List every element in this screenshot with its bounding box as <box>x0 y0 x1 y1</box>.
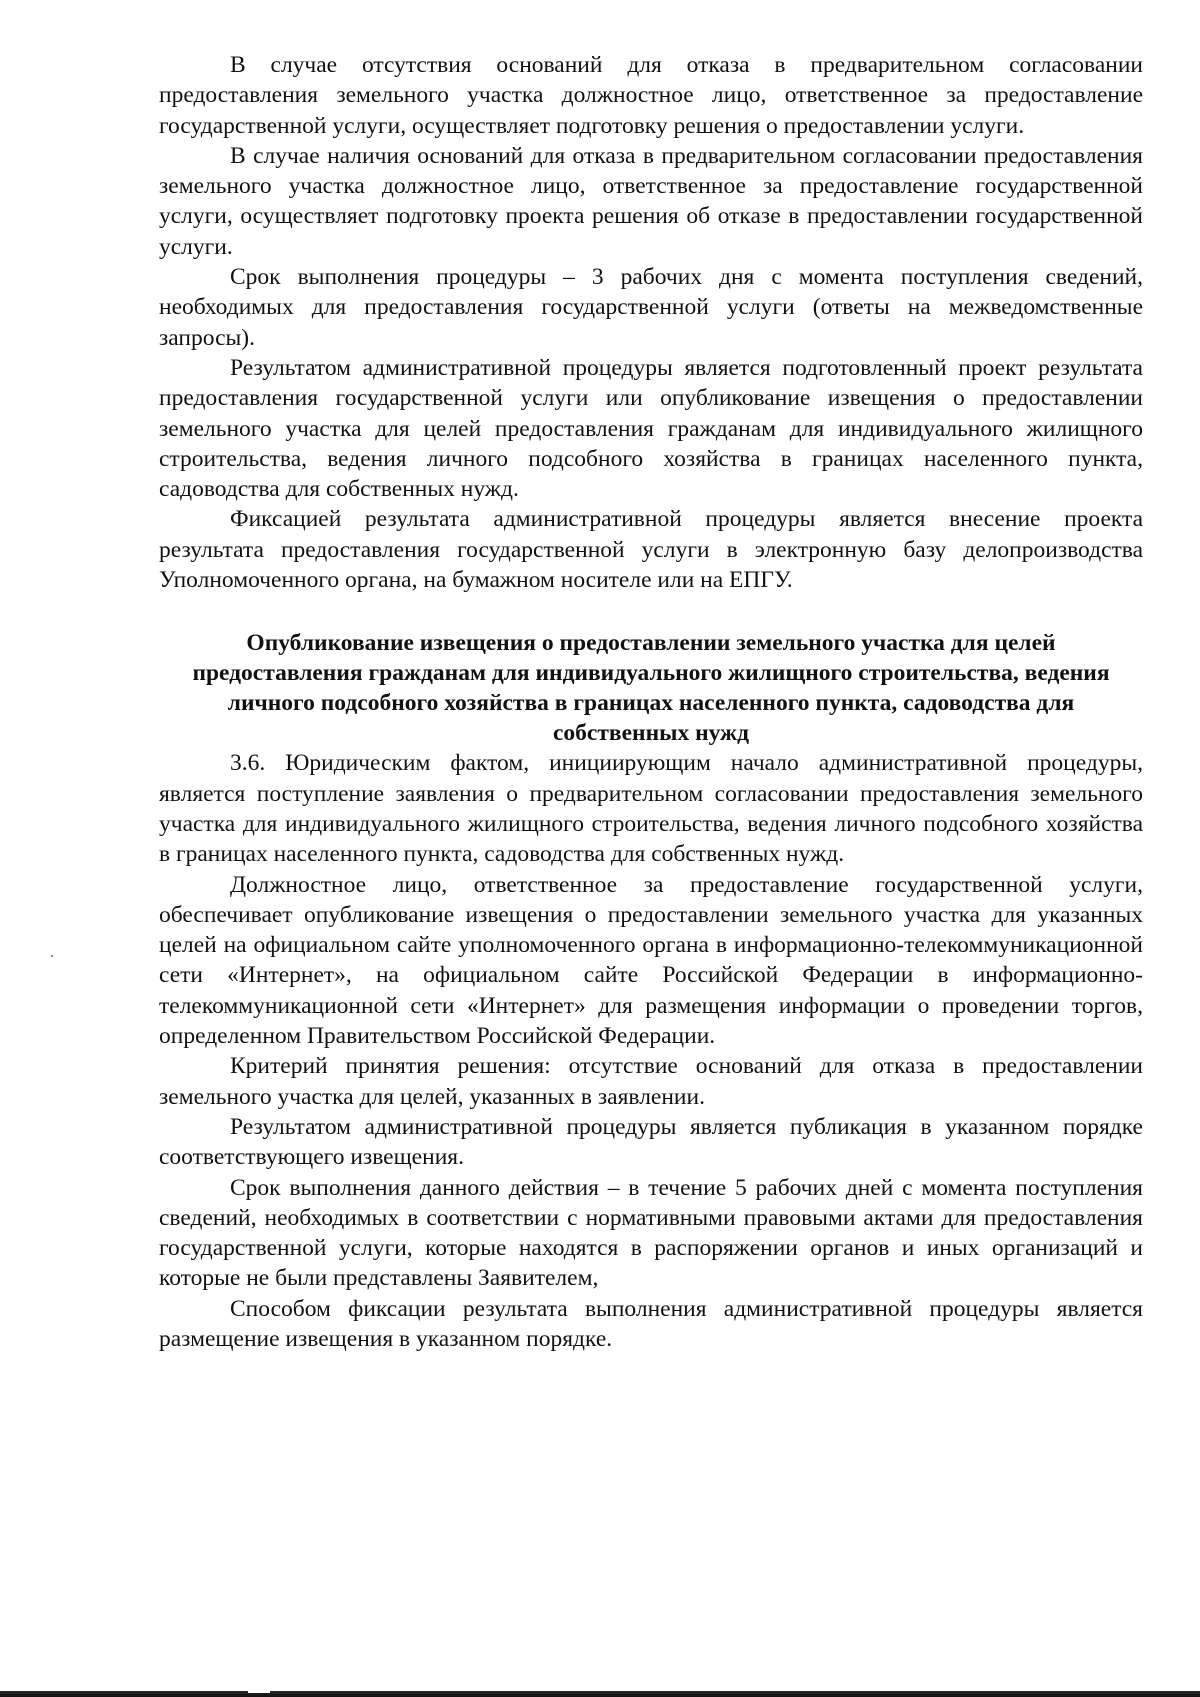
paragraph-procedure-deadline: Срок выполнения процедуры – 3 рабочих дня с момента поступления сведений, необходимых для предоставления государственной услуги (ответы на межведомственные запросы). <box>159 264 1143 351</box>
paragraph-decision-criterion: Критерий принятия решения: отсутствие оснований для отказа в предоставлении земельного участка для целей, указанных в заявлении. <box>159 1053 1143 1110</box>
paragraph-publication-result: Результатом административной процедуры является публикация в указанном порядке соответствующего извещения. <box>159 1113 1143 1171</box>
scan-bottom-edge-gap <box>248 1690 270 1693</box>
section-heading: Опубликование извещения о предоставлении земельного участка для целей предоставления гражданам для индивидуального жилищного строительства, ведения личного подсобного хозяйства в границах населенного пункта, садоводства для собственных нужд <box>192 630 1110 747</box>
paragraph-procedure-result: Результатом административной процедуры является подготовленный проект результата предоставления государственной услуги или опубликование извещения о предоставлении земельного участка для целей предоставления гражданам для индивидуального жилищного строительства, ведения личного подсобного хозяйства в границах населенного пункта, садоводства для собственных нужд. <box>159 354 1143 503</box>
paragraph-recording-method: Способом фиксации результата выполнения административной процедуры является размещение извещения в указанном порядке. <box>159 1295 1143 1352</box>
paragraph-official-publication: Должностное лицо, ответственное за предоставление государственной услуги, обеспечивает опубликование извещения о предоставлении земельного участка для указанных целей на официальном сайте уполномоченного органа в информационно-телекоммуникационной сети «Интернет», на официальном сайте Российской Федерации в информационно-телекоммуникационной сети «Интернет» для размещения информации о проведении торгов, определенном Правительством Российской Федерации. <box>159 871 1143 1050</box>
paragraph-action-deadline: Срок выполнения данного действия – в течение 5 рабочих дней с момента поступления сведений, необходимых в соответствии с нормативными правовыми актами для предоставления государственной услуги, которые находятся в распоряжении органов и иных организаций и которые не были представлены Заявителем, <box>159 1174 1143 1292</box>
document-body <box>159 50 1143 1354</box>
paragraph-result-recording: Фиксацией результата административной процедуры является внесение проекта результата предоставления государственной услуги в электронную базу делопроизводства Уполномоченного органа, на бумажном носителе или на ЕПГУ. <box>159 506 1143 594</box>
paragraph-grounds-for-refusal: В случае наличия оснований для отказа в предварительном согласовании предоставления земельного участка должностное лицо, ответственное за предоставление государственной услуги, осуществляет подготовку проекта решения об отказе в предоставлении государственной услуги. <box>159 142 1143 260</box>
paragraph-3-6-legal-fact: 3.6. Юридическим фактом, инициирующим начало административной процедуры, является поступление заявления о предварительном согласовании предоставления земельного участка для индивидуального жилищного строительства, ведения личного подсобного хозяйства в границах населенного пункта, садоводства для собственных нужд. <box>159 750 1143 868</box>
scan-speck <box>51 955 53 957</box>
scan-bottom-edge <box>0 1689 1200 1697</box>
paragraph-no-grounds-for-refusal: В случае отсутствия оснований для отказа в предварительном согласовании предоставления земельного участка должностное лицо, ответственное за предоставление государственной услуги, осуществляет подготовку решения о предоставлении услуги. <box>159 52 1143 139</box>
